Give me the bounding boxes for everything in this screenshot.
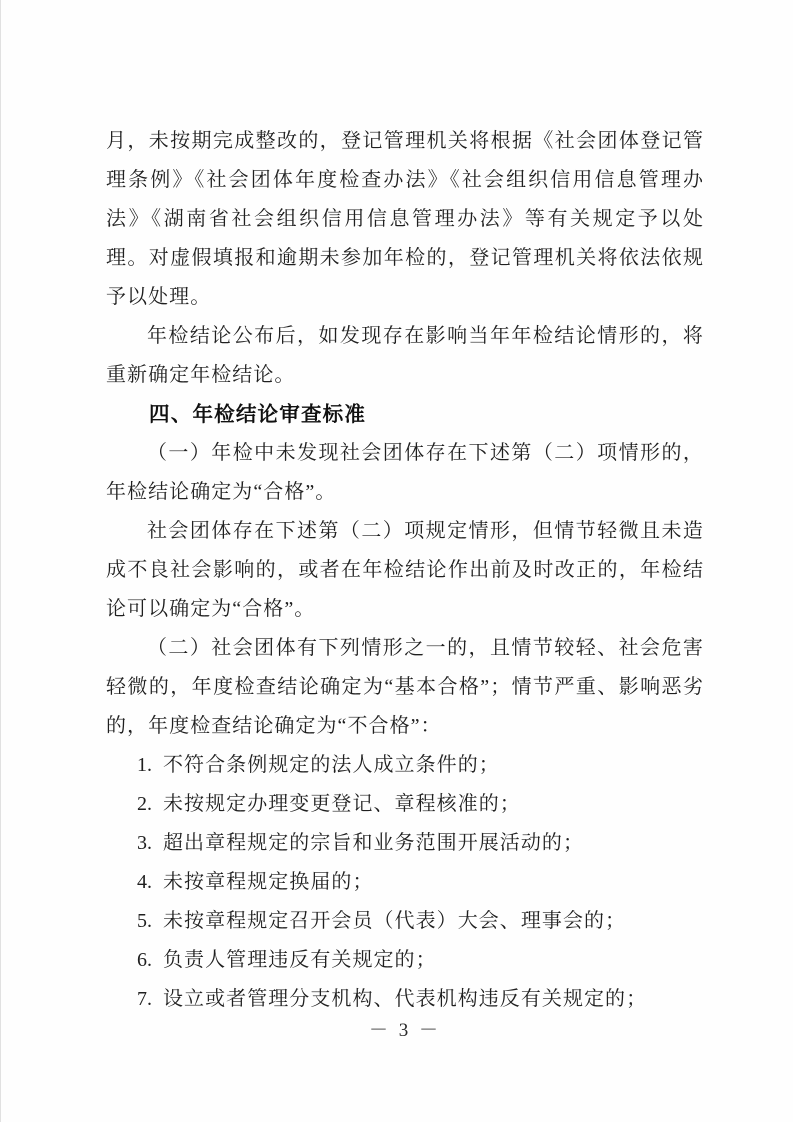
- list-item-2: [106, 785, 704, 824]
- section-heading-review-standards: 四、年检结论审查标准: [149, 403, 367, 426]
- paragraph-clause-one: （一）年检中未发现社会团体存在下述第（二）项情形的，年检结论确定为“合格”。: [106, 442, 704, 503]
- list-item-5: [106, 902, 704, 941]
- list-item-6: [106, 941, 704, 980]
- list-item-text: 未按章程规定召开会员（代表）大会、理事会的；: [163, 910, 627, 932]
- paragraph-clause-two: （二）社会团体有下列情形之一的，且情节较轻、社会危害轻微的，年度检查结论确定为“基本合格”；情节严重、影响恶劣的，年度检查结论确定为“不合格”：: [106, 637, 704, 737]
- list-item-4: [106, 863, 704, 902]
- list-item-text: 设立或者管理分支机构、代表机构违反有关规定的；: [163, 988, 648, 1010]
- document-body: [106, 122, 704, 1019]
- scan-edge-artifact: [0, 0, 1, 1122]
- list-item-number: 5.: [137, 910, 152, 932]
- paragraph-continuation: 月，未按期完成整改的，登记管理机关将根据《社会团体登记管理条例》《社会团体年度检查办法》《社会组织信用信息管理办法》《湖南省社会组织信用信息管理办法》等有关规定予以处理。对虚假填报和逾期未参加年检的，登记管理机关将依法依规予以处理。: [106, 130, 704, 308]
- list-item-text: 未按规定办理变更登记、章程核准的；: [163, 793, 521, 815]
- list-item-number: 6.: [137, 949, 152, 971]
- paragraph-minor-violations: 社会团体存在下述第（二）项规定情形，但情节轻微且未造成不良社会影响的，或者在年检结论作出前及时改正的，年检结论可以确定为“合格”。: [106, 520, 704, 620]
- list-item-text: 负责人管理违反有关规定的；: [163, 949, 437, 971]
- list-item-number: 3.: [137, 832, 152, 854]
- list-item-number: 4.: [137, 871, 152, 893]
- page-number: － 3 －: [368, 1020, 441, 1041]
- paragraph-republish-conclusion: 年检结论公布后，如发现存在影响当年年检结论情形的，将重新确定年检结论。: [106, 325, 704, 386]
- list-item-number: 7.: [137, 988, 152, 1010]
- list-item-text: 超出章程规定的宗旨和业务范围开展活动的；: [163, 832, 584, 854]
- list-item-text: 未按章程规定换届的；: [163, 871, 374, 893]
- list-item-text: 不符合条例规定的法人成立条件的；: [163, 754, 500, 776]
- list-item-number: 1.: [137, 754, 152, 776]
- list-item-1: [106, 746, 704, 785]
- list-item-3: [106, 824, 704, 863]
- violation-list: [106, 746, 704, 1019]
- list-item-number: 2.: [137, 793, 152, 815]
- list-item-7: [106, 980, 704, 1019]
